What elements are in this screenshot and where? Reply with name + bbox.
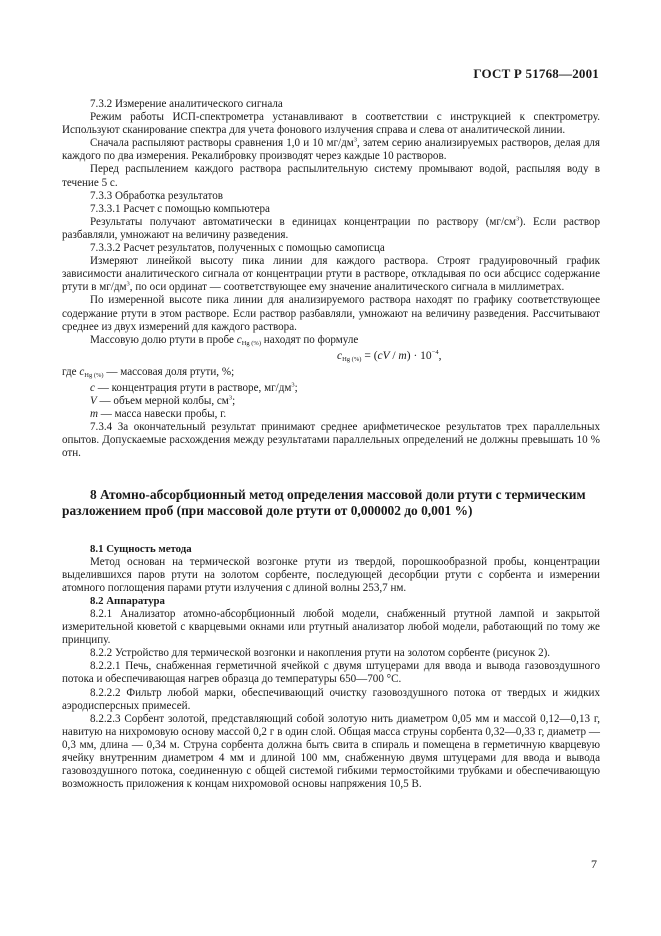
paragraph: Массовую долю ртути в пробе $c_{Hg (\%)}$ находят по формуле: [90, 333, 359, 347]
paragraph: По измеренной высоте пика линии для анализируемого раствора находят по графику соответствующее содержание ртути в этом растворе. Если раствор разбавляли, умножают на величину разведения. Рассчитывают среднее из двух измерений для каждого раствора.: [62, 294, 600, 333]
variable-definition: V — объем мерной колбы, $см^3$;: [90, 394, 236, 408]
subsection-heading: 7.3.2 Измерение аналитического сигнала: [90, 98, 283, 110]
paragraph: 8.2.2 Устройство для термической возгонки и накопления ртути на золотом сорбенте (рисунок 2).: [90, 647, 551, 660]
subsection-heading: 7.3.3.2 Расчет результатов, полученных с помощью самописца: [90, 242, 385, 255]
page-number: 7: [591, 857, 597, 871]
paragraph: Режим работы ИСП-спектрометра устанавливают в соответствии с инструкцией к спектрометру. Используют сканирование спектра для учета фонового излучения справа и слева от аналитической линии.: [62, 111, 600, 137]
paragraph: 7.3.4 За окончательный результат принимают среднее арифметическое результатов трех параллельных опытов. Допускаемые расхождения между результатами параллельных определений не должны превышать 10 % отн.: [62, 421, 600, 460]
paragraph: Перед распылением каждого раствора распылительную систему промывают водой, распыляя воду в течение 5 с.: [62, 163, 600, 189]
subsection-heading: 7.3.3.1 Расчет с помощью компьютера: [90, 202, 270, 215]
subsection-heading: 8.2 Аппаратура: [90, 594, 165, 607]
standard-header: ГОСТ Р 51768—2001: [473, 66, 599, 81]
variable-definition: m — масса навески пробы, г.: [90, 408, 227, 421]
paragraph: Измеряют линейкой высоту пика линии для каждого раствора. Строят градуировочный график зависимости аналитического сигнала от концентрации ртути в растворе, откладывая по оси абсцисс содержание ртути в $мг/дм^3$, по оси ординат — соответствующее ему значение аналитического сигнала в миллиметрах.: [62, 255, 600, 294]
document-body: [62, 98, 600, 791]
paragraph: 8.2.2.3 Сорбент золотой, представляющий собой золотую нить диаметром 0,05 мм и массой 0,12—0,13 г, навитую на нихромовую основу массой 0,2 г в один слой. Общая масса струны сорбента 0,32—0,33 г, диаметр — 0,3 мм, длина — 0,34 м. Струна сорбента должна быть свита в спираль и помещена в герметичную кварцевую ячейку внутренним диаметром 4 мм и длиной 100 мм, снабженную двумя штуцерами для ввода и вывода газовоздушного потока, соединенную с общей системой гибкими термостойкими трубками и обеспечивающую возможность приложения к концам нихромовой основы напряжения 10,5 В.: [62, 712, 600, 791]
formula: $c_{Hg (\%)} = (cV / m) \cdot 10^{-4}$,: [337, 348, 442, 363]
paragraph: Результаты получают автоматически в единицах концентрации по раствору $(мг/см^3)$. Если раствор разбавляли, умножают на величину разведения.: [62, 215, 601, 241]
paragraph: 8.2.1 Анализатор атомно-абсорбционный любой модели, снабженный ртутной лампой и закрытой измерительной кюветой с кварцевыми окнами или ртутный анализатор любой модели, работающий по тому же принципу.: [62, 608, 600, 647]
paragraph: 8.2.2.2 Фильтр любой марки, обеспечивающий очистку газовоздушного потока от твердых и жидких аэродисперсных примесей.: [62, 686, 600, 712]
paragraph: Метод основан на термической возгонке ртути из твердой, порошкообразной пробы, концентрации выделившихся паров ртути на золотом сорбенте, последующей десорбции ртути с сорбента и измерении атомного поглощения парами ртути излучения с длиной волны 253,7 нм.: [62, 555, 600, 594]
variable-definition: c — концентрация ртути в растворе, $мг/дм^3$;: [90, 381, 298, 394]
subsection-heading: 7.3.3 Обработка результатов: [90, 189, 223, 202]
section-title: 8 Атомно-абсорбционный метод определения массовой доли ртути с термическим разложением проб (при массовой доле ртути от 0,000002 до 0,001 %): [62, 486, 586, 518]
paragraph: 8.2.2.1 Печь, снабженная герметичной ячейкой с двумя штуцерами для ввода и вывода газовоздушного потока и обеспечивающая нагрев образца до температуры 650—700 °С.: [62, 660, 600, 686]
variable-definition: где $c_{Hg (\%)}$ — массовая доля ртути, %;: [62, 365, 235, 379]
subsection-heading: 8.1 Сущность метода: [90, 542, 192, 555]
paragraph: Сначала распыляют растворы сравнения 1,0 и 10 $мг/дм^3$, затем серию анализируемых растворов, делая для каждого по два измерения. Рекалибровку производят через каждые 10 растворов.: [62, 136, 601, 163]
